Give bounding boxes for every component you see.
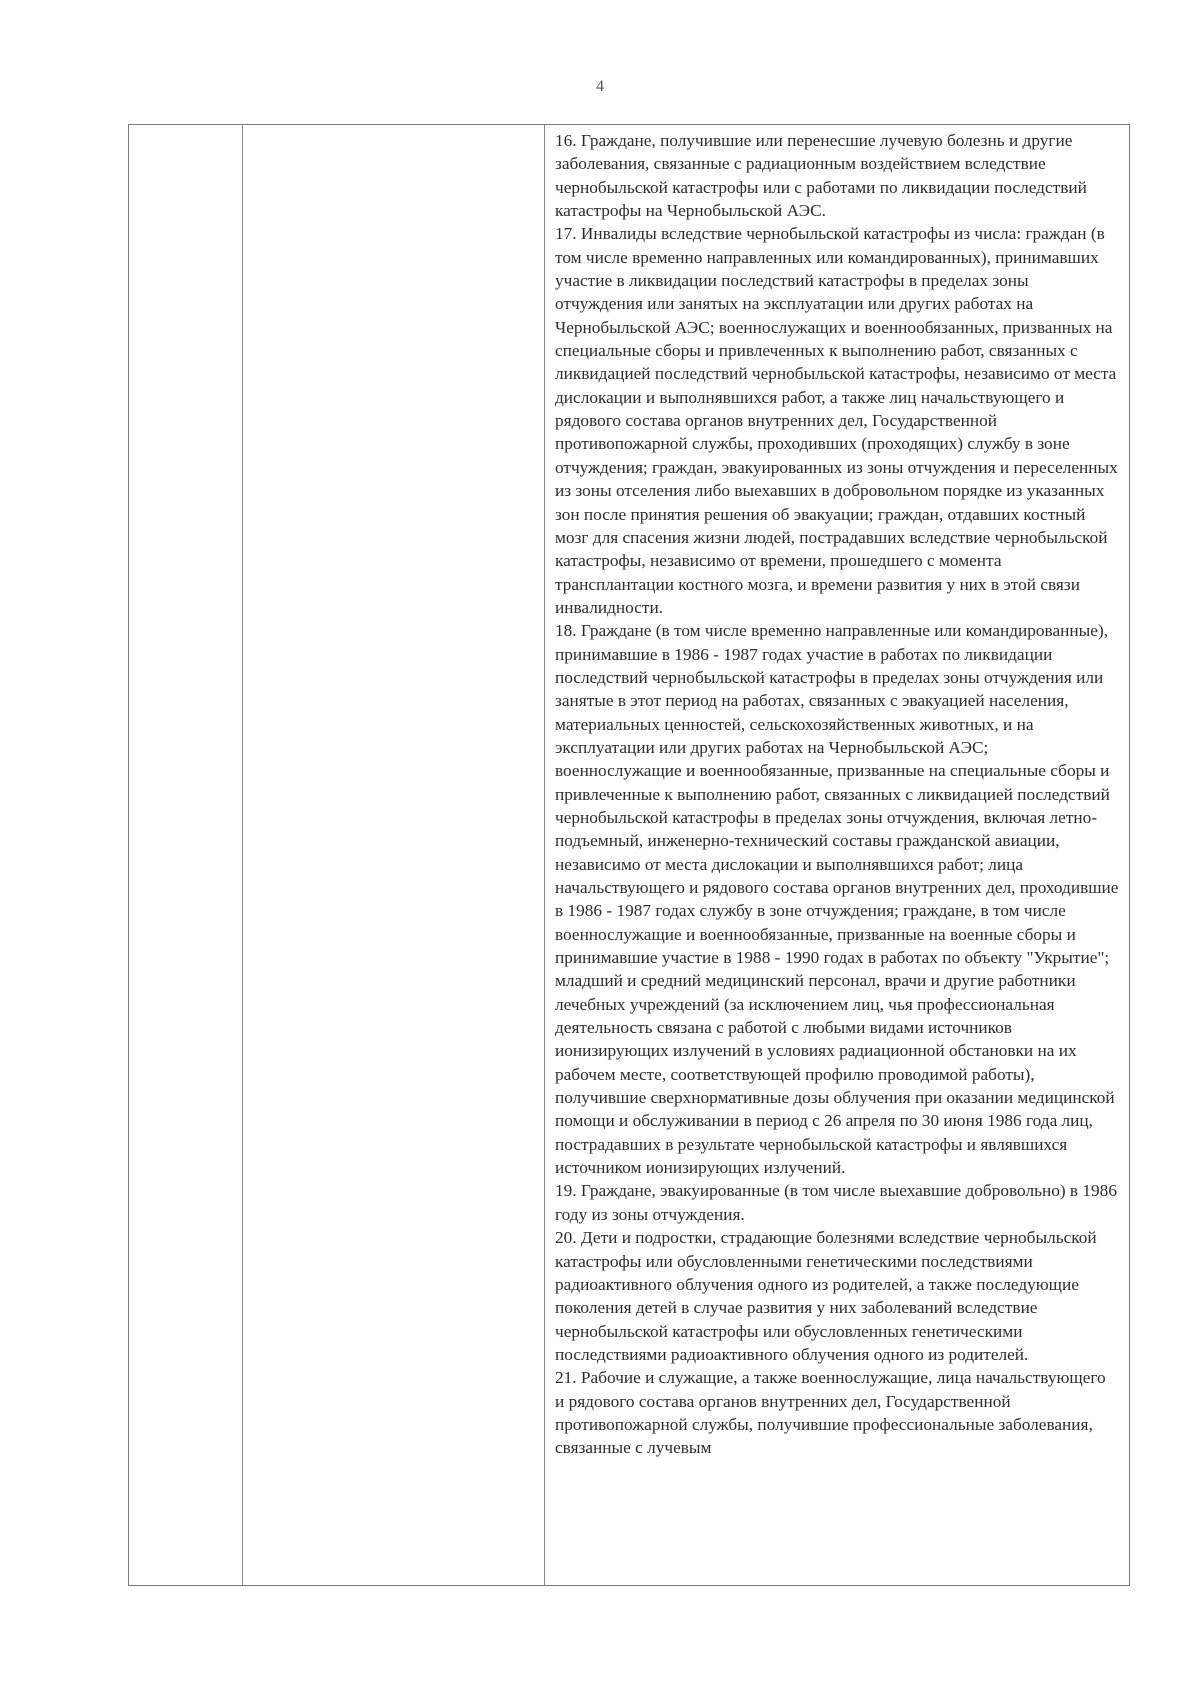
list-item: 20. Дети и подростки, страдающие болезнями вследствие чернобыльской катастрофы или обусловленными генетическими последствиями радиоактивного облучения одного из родителей, а также последующие поколения детей в случае развития у них заболеваний вследствие чернобыльской катастрофы или обусловленных генетическими последствиями радиоактивного облучения одного из родителей. [555,1228,1097,1364]
table-column-3 [545,125,1129,1585]
document-table [128,124,1130,1586]
table-column-1 [129,125,243,1585]
page-number: 4 [596,78,604,95]
list-item: 16. Граждане, получившие или перенесшие лучевую болезнь и другие заболевания, связанные с радиационным воздействием вследствие чернобыльской катастрофы или с работами по ликвидации последствий катастрофы на Чернобыльской АЭС. [555,131,1087,221]
list-item: 19. Граждане, эвакуированные (в том числе выехавшие добровольно) в 1986 году из зоны отчуждения. [555,1181,1117,1224]
list-item: 17. Инвалиды вследствие чернобыльской катастрофы из числа: граждан (в том числе временно направленных или командированных), принимавших участие в ликвидации последствий катастрофы в пределах зоны отчуждения или занятых на эксплуатации или других работах на Чернобыльской АЭС; военнослужащих и военнообязанных, призванных на специальные сборы и привлеченных к выполнению работ, связанных с ликвидацией последствий чернобыльской катастрофы, независимо от места дислокации и выполнявшихся работ, а также лиц начальствующего и рядового состава органов внутренних дел, Государственной противопожарной службы, проходивших (проходящих) службу в зоне отчуждения; граждан, эвакуированных из зоны отчуждения и переселенных из зоны отселения либо выехавших в добровольном порядке из указанных зон после принятия решения об эвакуации; граждан, отдавших костный мозг для спасения жизни людей, пострадавших вследствие чернобыльской катастрофы, независимо от времени, прошедшего с момента трансплантации костного мозга, и времени развития у них в этой связи инвалидности. [555,224,1118,617]
list-item: 18. Граждане (в том числе временно направленные или командированные), принимавшие в 1986 - 1987 годах участие в работах по ликвидации последствий чернобыльской катастрофы в пределах зоны отчуждения или занятые в этот период на работах, связанных с эвакуацией населения, материальных ценностей, сельскохозяйственных животных, и на эксплуатации или других работах на Чернобыльской АЭС; военнослужащие и военнообязанные, призванные на специальные сборы и привлеченные к выполнению работ, связанных с ликвидацией последствий чернобыльской катастрофы в пределах зоны отчуждения, включая летно-подъемный, инженерно-технический составы гражданской авиации, независимо от места дислокации и выполнявшихся работ; лица начальствующего и рядового состава органов внутренних дел, проходившие в 1986 - 1987 годах службу в зоне отчуждения; граждане, в том числе военнослужащие и военнообязанные, призванные на военные сборы и принимавшие участие в 1988 - 1990 годах в работах по объекту "Укрытие"; младший и средний медицинский персонал, врачи и другие работники лечебных учреждений (за исключением лиц, чья профессиональная деятельность связана с работой с любыми видами источников ионизирующих излучений в условиях радиационной обстановки на их рабочем месте, соответствующей профилю проводимой работы), получившие сверхнормативные дозы облучения при оказании медицинской помощи и обслуживании в период с 26 апреля по 30 июня 1986 года лиц, пострадавших в результате чернобыльской катастрофы и являвшихся источником ионизирующих излучений. [555,621,1119,1178]
list-item: 21. Рабочие и служащие, а также военнослужащие, лица начальствующего и рядового состава органов внутренних дел, Государственной противопожарной службы, получившие профессиональные заболевания, связанные с лучевым [555,1368,1106,1458]
table-cell-text [555,129,1119,1460]
table-column-2 [243,125,545,1585]
